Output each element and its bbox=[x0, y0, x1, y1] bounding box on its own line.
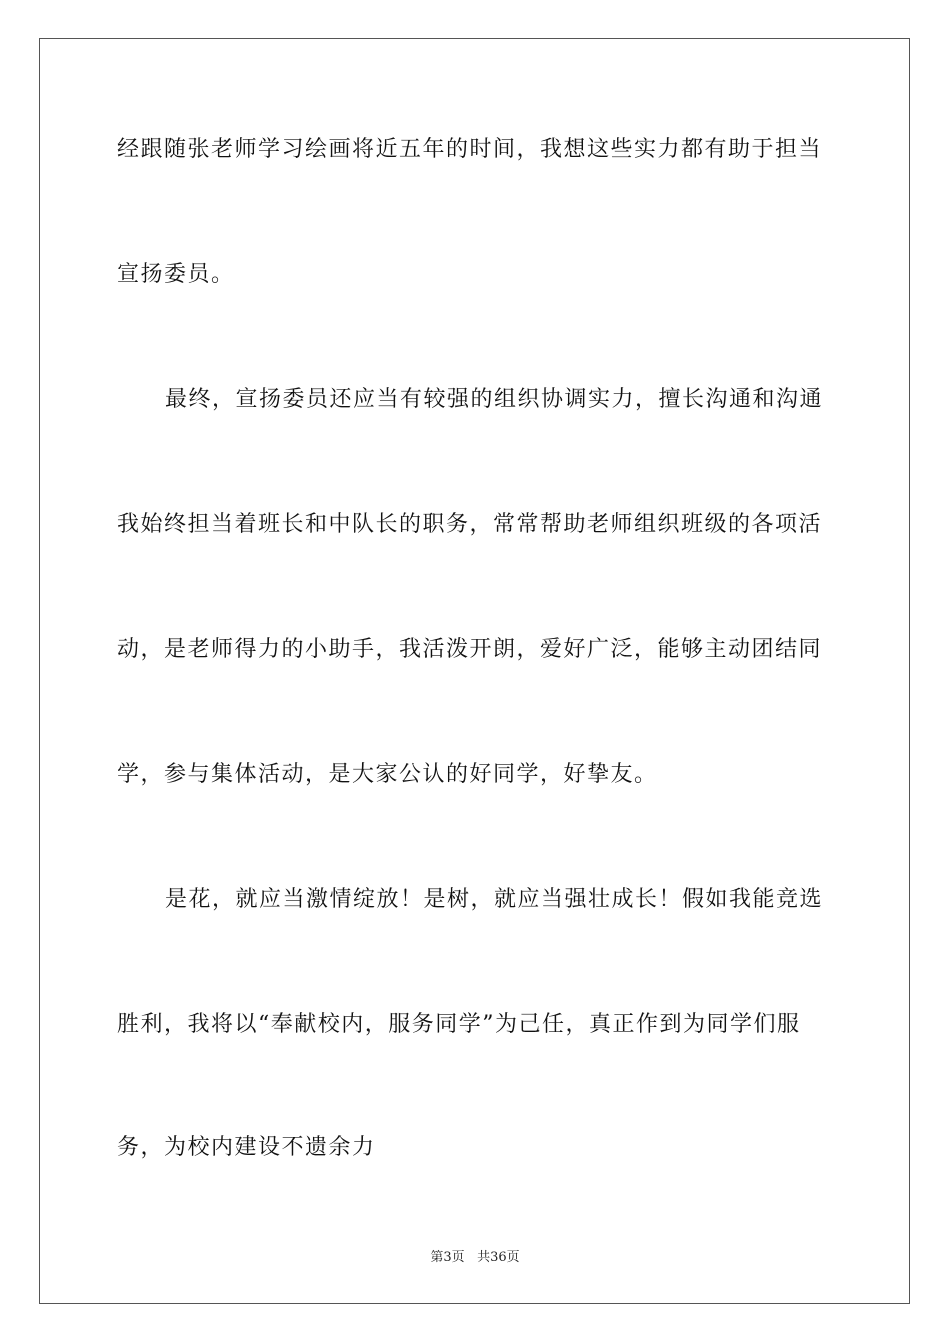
page-footer bbox=[0, 1246, 950, 1265]
text-line: 务，为校内建设不遗余力 bbox=[117, 1135, 376, 1160]
text-line: 学，参与集体活动，是大家公认的好同学，好挚友。 bbox=[117, 762, 658, 787]
paragraph-start-line: 是花，就应当激情绽放！是树，就应当强壮成长！假如我能竞选 bbox=[165, 887, 824, 912]
page-total: 共36页 bbox=[477, 1250, 520, 1265]
page-number: 第3页 bbox=[430, 1250, 465, 1265]
text-line: 我始终担当着班长和中队长的职务，常常帮助老师组织班级的各项活 bbox=[117, 512, 823, 537]
text-line: 动，是老师得力的小助手，我活泼开朗，爱好广泛，能够主动团结同 bbox=[117, 637, 823, 662]
page-frame bbox=[39, 38, 910, 1304]
text-line: 经跟随张老师学习绘画将近五年的时间，我想这些实力都有助于担当 bbox=[117, 137, 823, 162]
text-line: 宣扬委员。 bbox=[117, 262, 235, 287]
paragraph-start-line: 最终，宣扬委员还应当有较强的组织协调实力，擅长沟通和沟通 bbox=[165, 387, 824, 412]
text-line: 胜利，我将以“奉献校内，服务同学”为己任，真正作到为同学们服 bbox=[117, 1012, 801, 1037]
